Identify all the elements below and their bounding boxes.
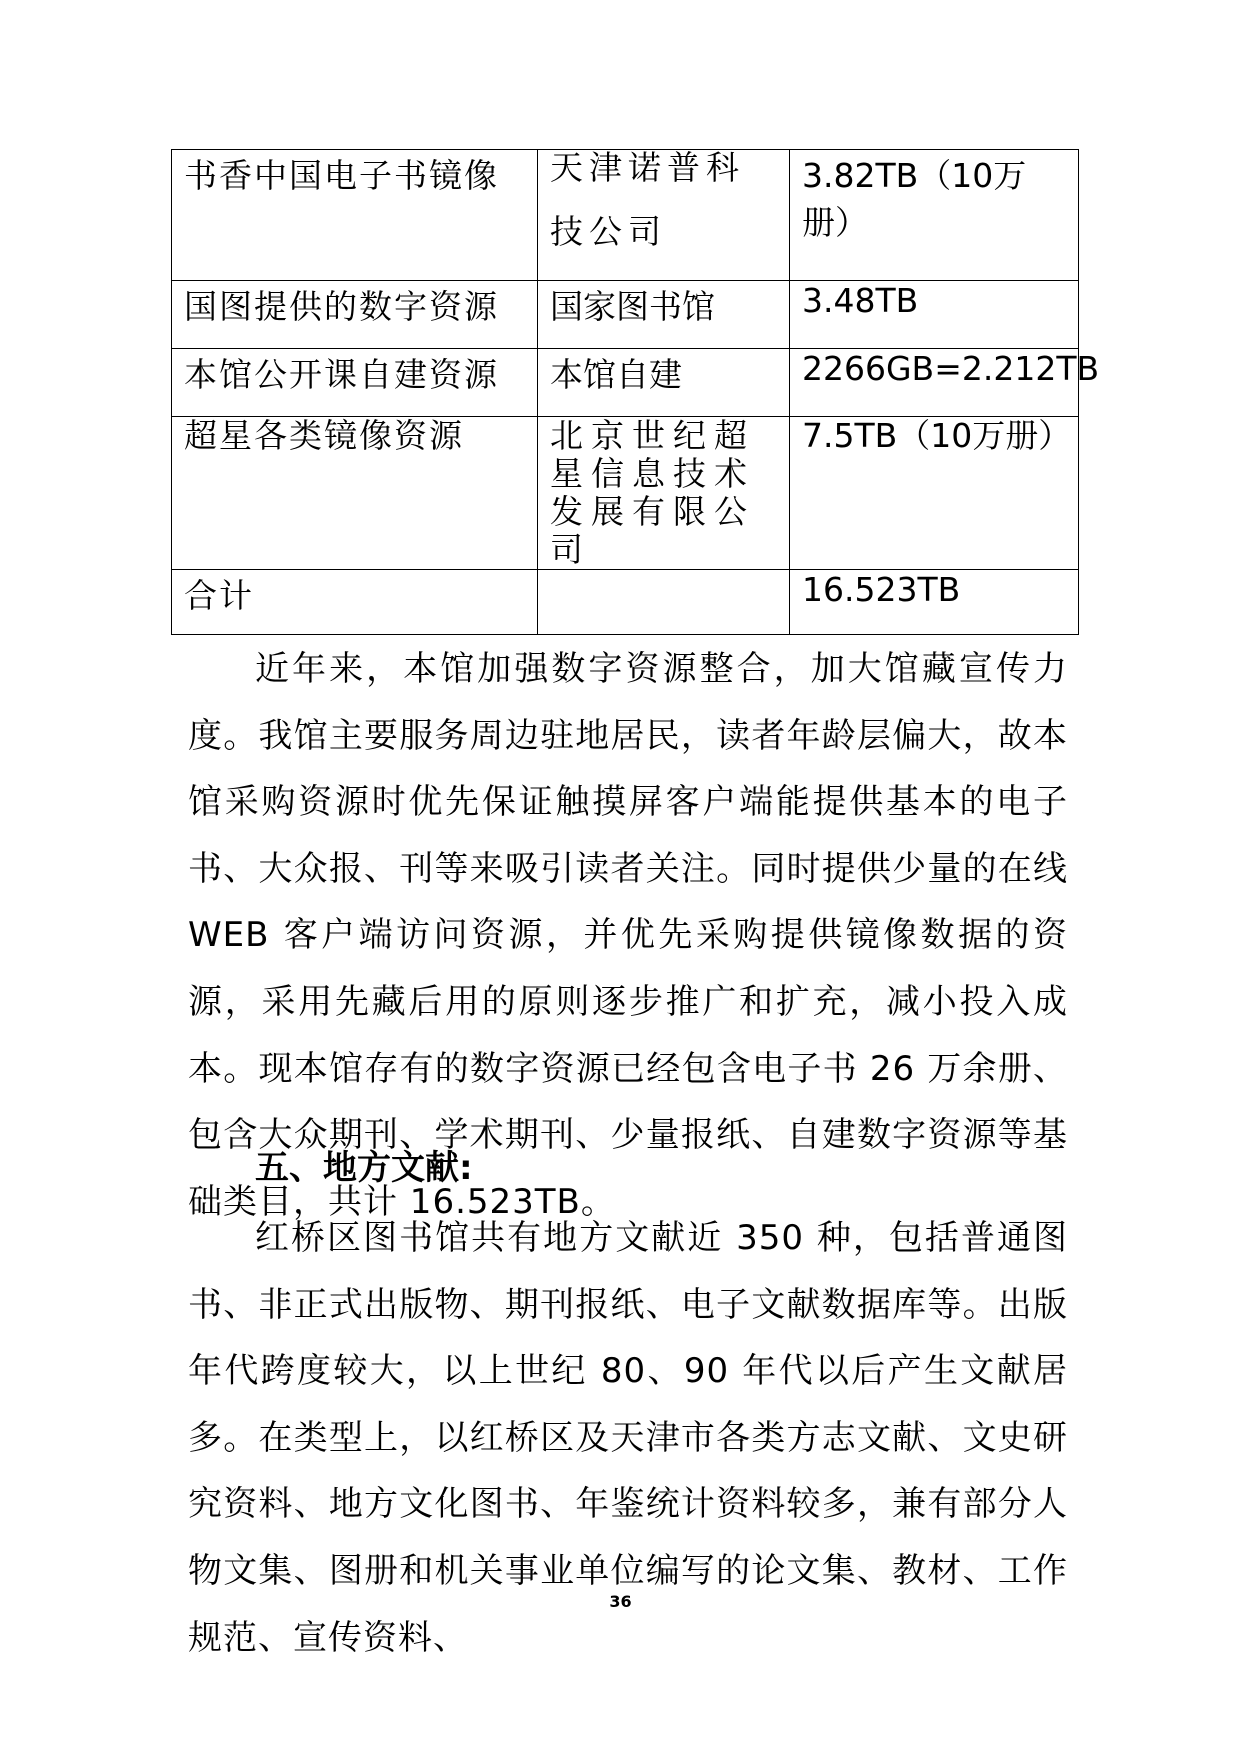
page-number: 36 [609, 1592, 632, 1611]
table-row [172, 417, 1079, 570]
total-size: 16.523TB [802, 570, 961, 609]
total-label-cell [172, 570, 538, 635]
provider-name: 国家图书馆 [550, 287, 715, 326]
size-cell [790, 150, 1079, 281]
resource-name: 超星各类镜像资源 [184, 416, 464, 455]
resource-size: 7.5TB（10万册） [802, 416, 1072, 455]
resource-name-cell [172, 150, 538, 281]
size-cell [790, 281, 1079, 349]
paragraph-local-documents: 红桥区图书馆共有地方文献近 350 种，包括普通图书、非正式出版物、期刊报纸、电子文献数据库等。出版年代跨度较大，以上世纪 80、90 年代以后产生文献居多。在类型上，以红桥区及天津市各类方志文献、文史研究资料、地方文化图书、年鉴统计资料较多，兼有部分人物文集、图册和机关事业单位编写的论文集、教材、工作规范、宣传资料、 [188, 1218, 1068, 1658]
provider-cell [538, 349, 790, 417]
resource-name-cell [172, 281, 538, 349]
table-row [172, 349, 1079, 417]
provider-cell [538, 570, 790, 635]
resource-name: 本馆公开课自建资源 [184, 355, 499, 394]
size-cell [790, 349, 1100, 417]
provider-cell [538, 417, 790, 570]
resource-size: 2266GB=2.212TB [802, 349, 1100, 388]
resource-size: 3.82TB（10万册） [802, 156, 1027, 242]
resource-name-cell [172, 349, 538, 417]
table-row [172, 281, 1079, 349]
resource-name: 国图提供的数字资源 [184, 287, 499, 326]
digital-resources-table [171, 148, 1100, 635]
resource-name-cell [172, 417, 538, 570]
paragraph-digital-resources: 近年来，本馆加强数字资源整合，加大馆藏宣传力度。我馆主要服务周边驻地居民，读者年龄层偏大，故本馆采购资源时优先保证触摸屏客户端能提供基本的电子书、大众报、刊等来吸引读者关注。同时提供少量的在线 WEB 客户端访问资源，并优先采购提供镜像数据的资源，采用先藏后用的原则逐步推广和扩充，减小投入成本。现本馆存有的数字资源已经包含电子书 26 万余册、包含大众期刊、学术期刊、少量报纸、自建数字资源等基础类目，共计 16.523TB。 [188, 649, 1068, 1222]
total-label: 合计 [184, 576, 254, 615]
resource-name: 书香中国电子书镜像 [184, 156, 499, 195]
table-row-total [172, 570, 1079, 635]
table-row [172, 150, 1079, 281]
provider-cell [538, 150, 790, 281]
section-heading: 五、地方文献: [255, 1148, 473, 1188]
total-size-cell [790, 570, 1079, 635]
provider-name: 天津诺普科技公司 [550, 148, 745, 251]
size-cell [790, 417, 1079, 570]
provider-name: 北京世纪超星信息技术发展有限公司 [550, 416, 755, 569]
provider-name: 本馆自建 [550, 355, 682, 394]
resource-size: 3.48TB [802, 281, 919, 320]
provider-cell [538, 281, 790, 349]
